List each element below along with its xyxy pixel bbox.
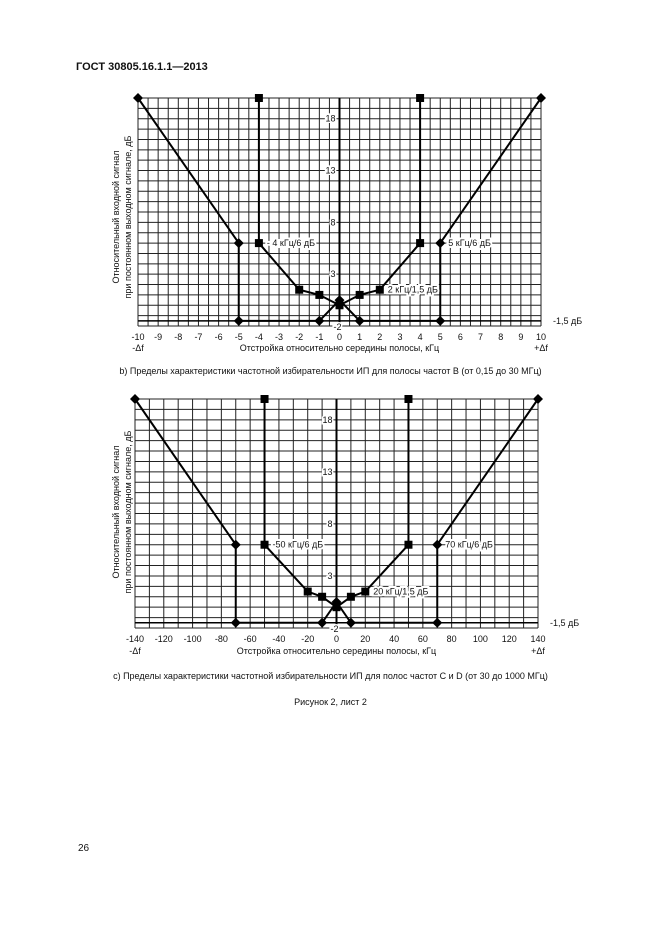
chart-c-y-tick-label: 13 [322, 466, 333, 477]
chart-b-x-tick-label: -2 [295, 332, 304, 342]
chart-b-x-tick-label: -9 [154, 332, 163, 342]
chart-b-series-diamond-point [435, 316, 445, 326]
chart-c-x-tick-label: 80 [446, 634, 457, 644]
chart-b-x-tick-label: -8 [174, 332, 183, 342]
chart-c-x-tick-label: 140 [530, 634, 546, 644]
chart-c-xlabel: Отстройка относительно середины полосы, кГц [236, 646, 437, 656]
chart-c-x-tick-label: -80 [214, 634, 228, 644]
chart-b-series-square-point [416, 239, 424, 247]
chart-b-y-tick-label: 3 [330, 269, 336, 280]
document-header: ГОСТ 30805.16.1.1—2013 [76, 61, 208, 73]
chart-c-y-tick-label: 18 [322, 414, 333, 425]
chart-c-series-square-point [261, 395, 269, 403]
page-number: 26 [78, 843, 90, 854]
chart-c-x-tick-label: -140 [125, 634, 145, 644]
chart-c-x-tick-label: 100 [472, 634, 488, 644]
chart-b-x-tick-label: 8 [498, 332, 504, 342]
chart-b-x-tick-label: -3 [275, 332, 284, 342]
chart-b-annotation: 2 кГц/1,5 дБ [387, 284, 438, 295]
chart-c-annotation: 70 кГц/6 дБ [445, 539, 493, 550]
chart-c-x-end-left: -Δf [129, 646, 141, 656]
chart-b-x-tick-label: -10 [131, 332, 145, 342]
chart-b-series-square-point [315, 291, 323, 299]
chart-b-x-tick-label: 6 [457, 332, 463, 342]
figure-label: Рисунок 2, лист 2 [294, 697, 367, 707]
chart-c-series-square-point [304, 588, 312, 596]
chart-c-annotation: -50 кГц/6 дБ [272, 539, 324, 550]
chart-c-series-diamond-point [432, 618, 442, 628]
chart-b-series-square-point [416, 94, 424, 102]
chart-b-x-tick-label: 0 [336, 332, 343, 342]
chart-b-x-tick-label: -7 [194, 332, 203, 342]
chart-b-x-tick-label: 10 [535, 332, 547, 342]
chart-b-ylabel-line1: Относительный входной сигнал [111, 150, 121, 284]
chart-b-x-tick-label: 2 [377, 332, 383, 342]
chart-c-x-tick-label: -60 [243, 634, 257, 644]
chart-b-x-tick-label: 9 [518, 332, 524, 342]
chart-c-series-square-point [347, 593, 355, 601]
chart-b-x-tick-label: -1 [315, 332, 324, 342]
chart-c-series-square-point [318, 593, 326, 601]
chart-c-annotation: -1,5 дБ [550, 617, 580, 628]
chart-b-series-square-point [356, 291, 364, 299]
chart-c-ylabel [110, 382, 134, 642]
chart-c-x-tick-label: -40 [272, 634, 286, 644]
chart-c-series-diamond-point [231, 618, 241, 628]
chart-b-x-tick-label: 3 [397, 332, 403, 342]
chart-c-ylabel-line1: Относительный входной сигнал [111, 445, 121, 579]
chart-b-x-tick-label: 5 [437, 332, 443, 342]
chart-c-caption: c) Пределы характеристики частотной избирательности ИП для полос частот С и D (от 30 до 1000 МГц) [113, 671, 548, 681]
chart-c-x-tick-label: 40 [389, 634, 400, 644]
chart-b-series-square-point [336, 301, 344, 309]
chart-c-series-square-point [333, 603, 341, 611]
chart-b-caption: b) Пределы характеристики частотной избирательности ИП для полосы частот В (от 0,15 до 30 МГц) [119, 366, 542, 376]
chart-c-series-square-point [261, 541, 269, 549]
chart-b-annotation: -1,5 дБ [553, 315, 583, 326]
chart-c-series-square-point [404, 541, 412, 549]
chart-c-x-tick-label: -120 [154, 634, 173, 644]
chart-b-series-square-point [255, 94, 263, 102]
chart-c-x-tick-label: -20 [301, 634, 315, 644]
chart-b-y-tick-label: 18 [325, 113, 336, 124]
chart-c-annotation: 20 кГц/1,5 дБ [373, 586, 429, 597]
chart-b-xlabel: Отстройка относительно середины полосы, кГц [239, 343, 440, 353]
chart-b-series-diamond-point [234, 316, 244, 326]
chart-c-x-tick-label: 0 [333, 634, 340, 644]
chart-b-series-square-point [295, 286, 303, 294]
chart-b-x-tick-label: 1 [357, 332, 363, 342]
chart-b-series-square-point [255, 239, 263, 247]
chart-b-x-tick-label: -6 [214, 332, 223, 342]
chart-b-y-tick-label: 8 [330, 217, 336, 228]
chart-b-series-square-point [376, 286, 384, 294]
chart-c-series-square-point [361, 588, 369, 596]
chart-b-ylabel-line2: при постоянном выходном сигнале, дБ [123, 135, 133, 299]
chart-b-annotation: - 4 кГц/6 дБ [266, 238, 316, 249]
chart-c-y-tick-label-bottom: -2 [330, 624, 339, 634]
chart-c-x-tick-label: -100 [183, 634, 202, 644]
chart-b-ylabel [110, 87, 134, 347]
chart-b-x-end-right: +Δf [534, 343, 548, 353]
chart-c-x-tick-label: 60 [417, 634, 428, 644]
chart-c-x-end-right: +Δf [531, 646, 545, 656]
chart-b-y-tick-label-bottom: -2 [333, 322, 342, 332]
chart-c-series-square-point [404, 395, 412, 403]
chart-b-annotation: 5 кГц/6 дБ [448, 238, 491, 249]
chart-c-y-tick-label: 3 [327, 570, 333, 581]
chart-b-x-end-left: -Δf [132, 343, 144, 353]
chart-b-x-tick-label: 7 [478, 332, 484, 342]
chart-b-x-tick-label: -5 [234, 332, 243, 342]
chart-b-x-tick-label: 4 [417, 332, 423, 342]
chart-c-x-tick-label: 20 [360, 634, 371, 644]
chart-c-x-tick-label: 120 [501, 634, 517, 644]
chart-b-y-tick-label: 13 [325, 165, 336, 176]
chart-c-y-tick-label: 8 [327, 518, 333, 529]
chart-c-ylabel-line2: при постоянном выходном сигнале, дБ [123, 430, 133, 594]
chart-b-x-tick-label: -4 [254, 332, 263, 342]
